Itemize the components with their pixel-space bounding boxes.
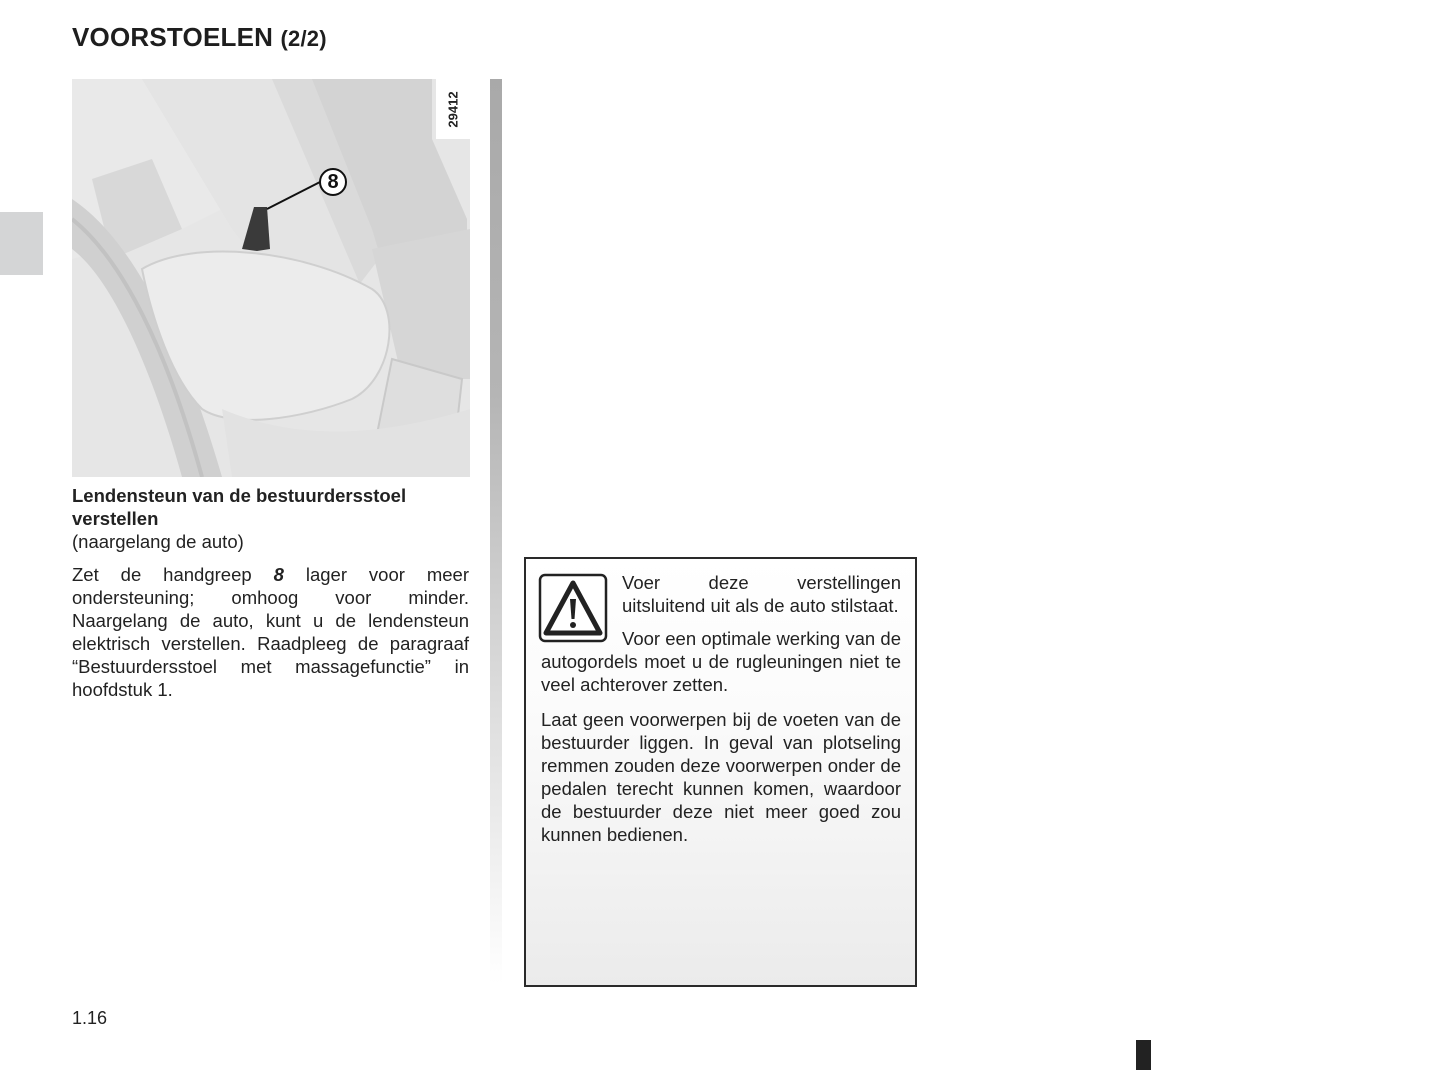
figure-code [436, 79, 470, 139]
seat-drawing [72, 79, 470, 477]
page-edge-marker [1136, 1040, 1151, 1070]
chapter-tab-marker [0, 212, 43, 275]
page-title-part: (2/2) [280, 26, 327, 51]
body-text-start: Zet de handgreep [72, 564, 274, 585]
body-text-end: lager voor meer ondersteuning; omhoog voor minder. Naargelang de auto, kunt u de lendensteun elektrisch verstellen. Raadpleeg de paragraaf “Bestuurdersstoel met massagefunctie” in hoofdstuk 1. [72, 564, 469, 700]
section-body [72, 563, 469, 701]
warning-paragraph-2: Voor een optimale werking van de autogordels moet u de rugleuningen niet te veel achterover zetten. [541, 628, 901, 695]
column-divider-bar [490, 79, 502, 984]
handle-reference: 8 [273, 564, 284, 585]
page-number: 1.16 [72, 1008, 108, 1028]
warning-paragraph-1: Voer deze verstellingen uitsluitend uit als de auto stilstaat. [622, 572, 901, 616]
page-title [72, 22, 327, 53]
section-heading: Lendensteun van de bestuurdersstoel verstellen [72, 485, 407, 529]
figure-code-text: 29412 [445, 90, 461, 128]
seat-illustration [72, 79, 470, 477]
warning-box [524, 557, 917, 987]
page-title-main: VOORSTOELEN [72, 22, 274, 52]
callout-8: 8 [327, 171, 339, 193]
section-note: (naargelang de auto) [72, 531, 244, 552]
lumbar-support-section [72, 484, 469, 701]
warning-paragraph-3: Laat geen voorwerpen bij de voeten van de bestuurder liggen. In geval van plotseling remmen zouden deze voorwerpen onder de pedalen terecht kunnen komen, waardoor de bestuurder deze niet meer goed zou kunnen bedienen. [541, 709, 901, 845]
warning-triangle-icon [538, 573, 608, 643]
